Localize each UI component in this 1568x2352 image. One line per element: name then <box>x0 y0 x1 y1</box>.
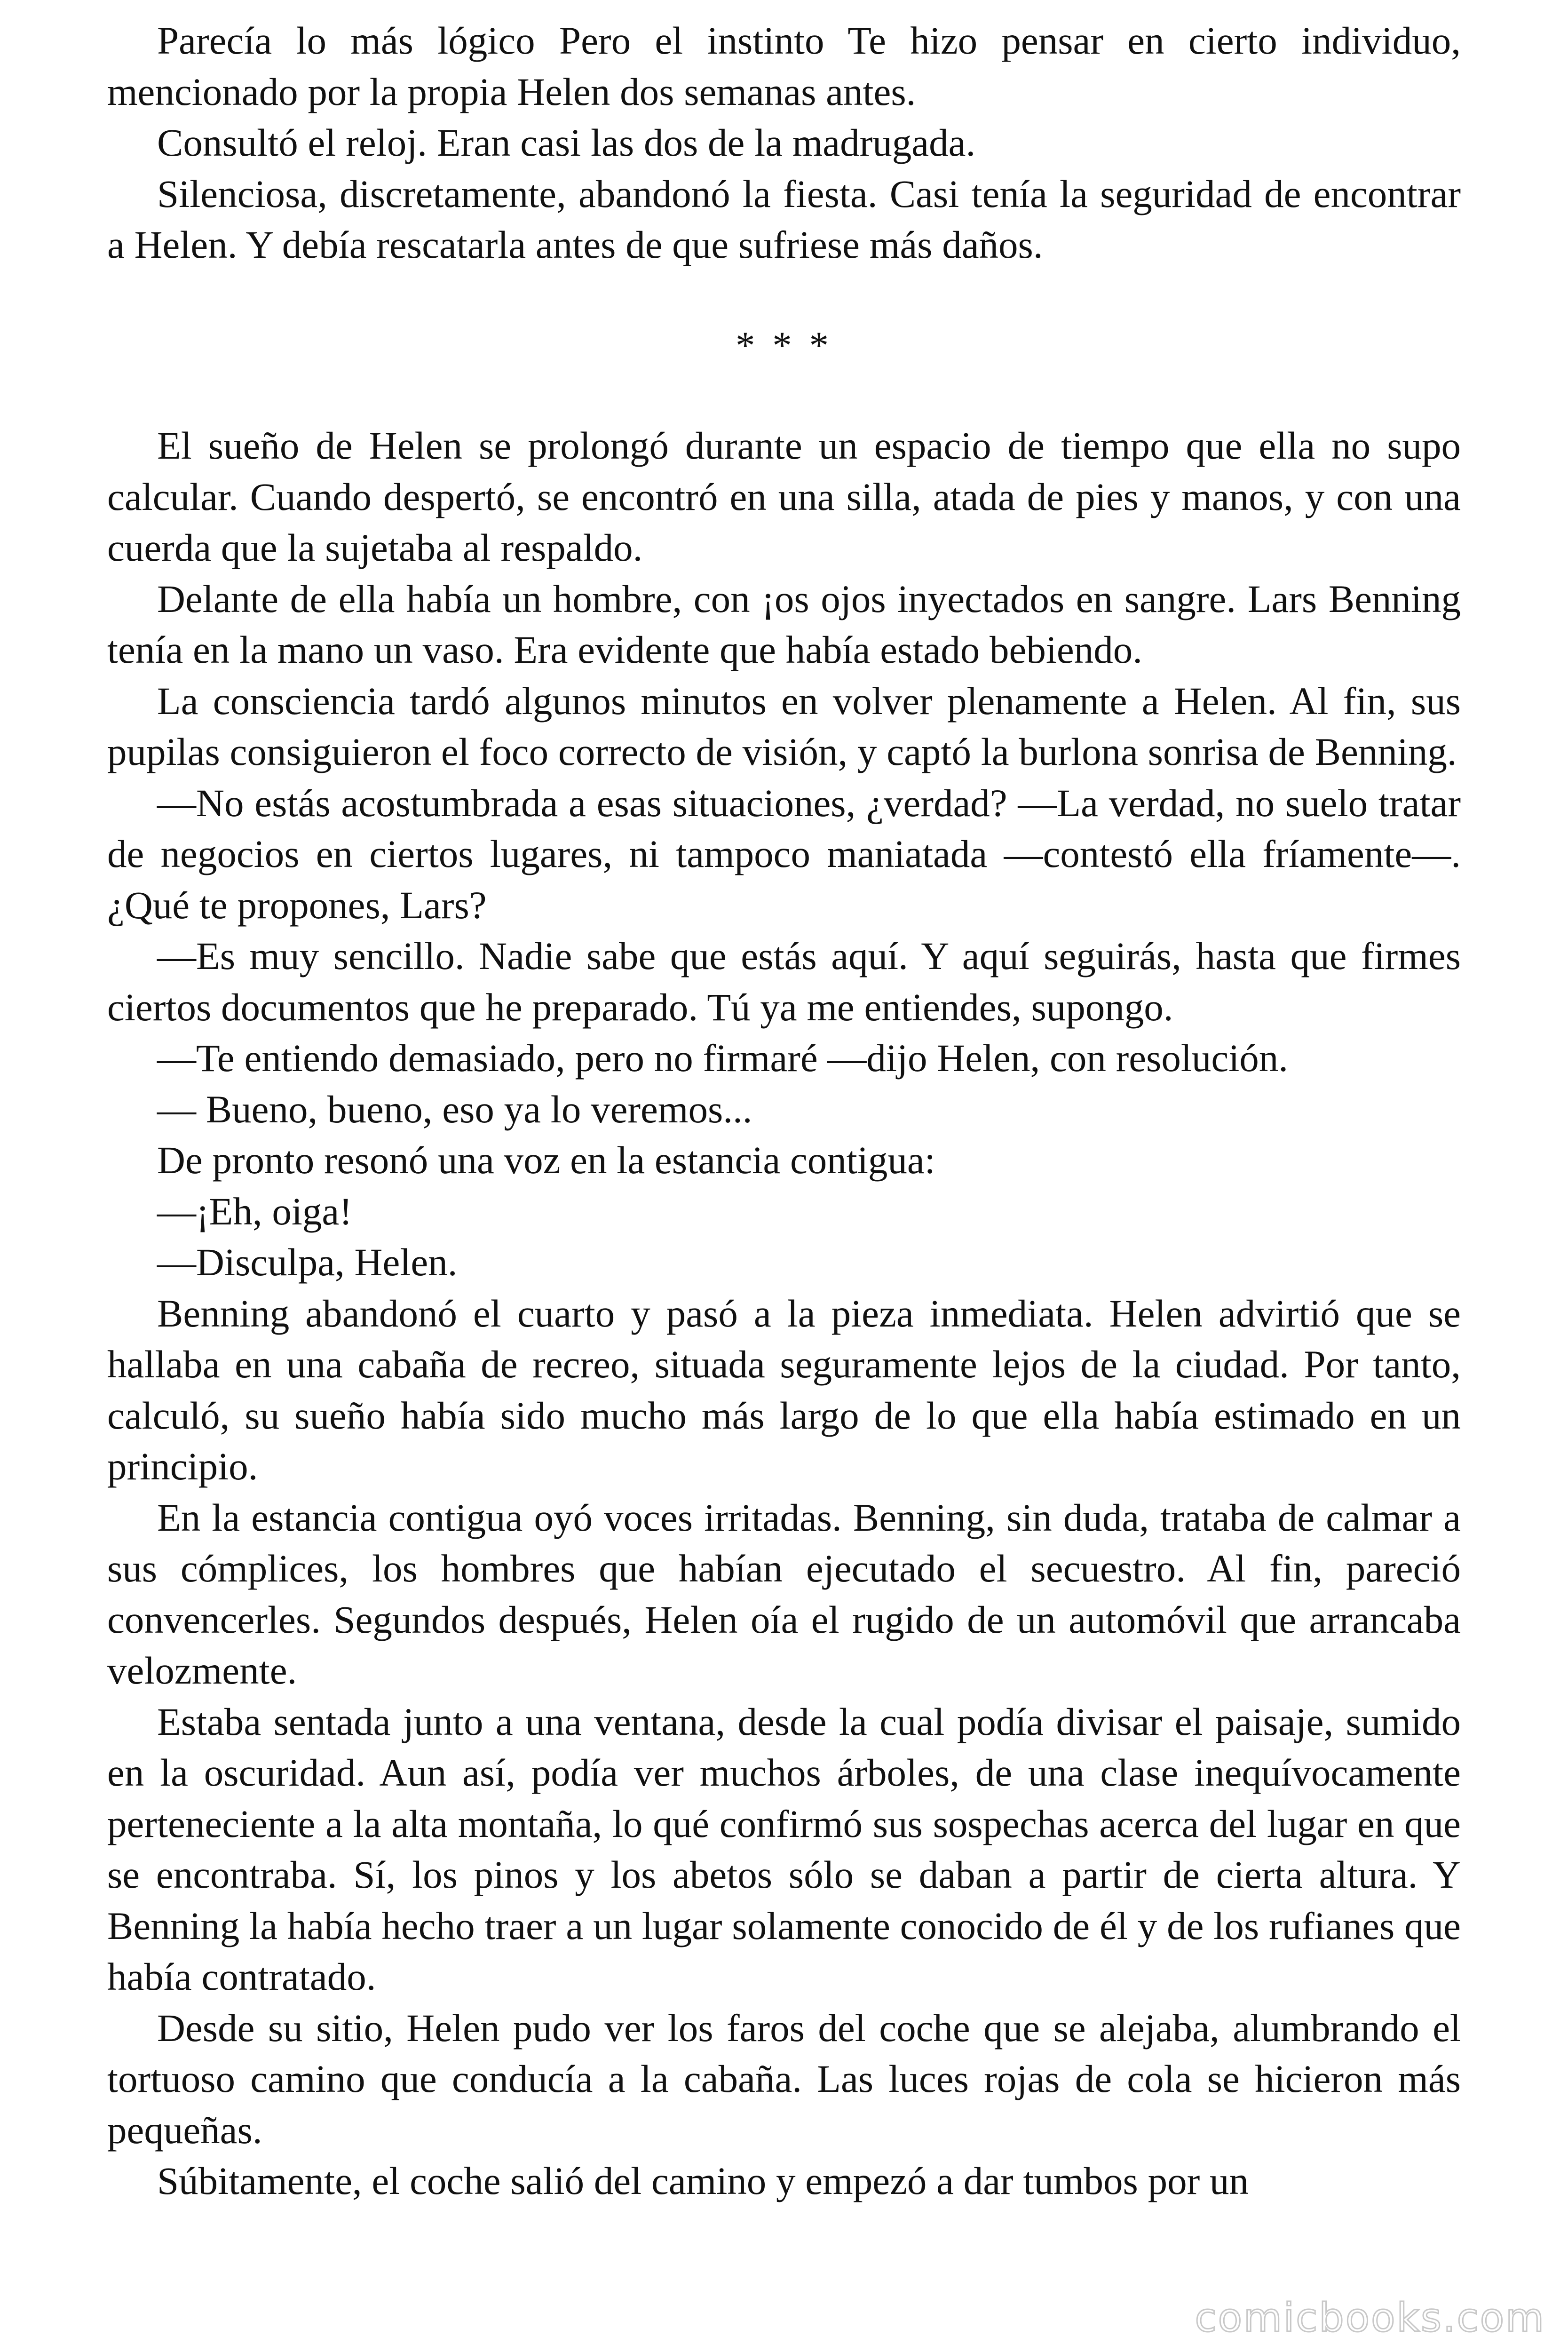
dialogue-line: —No estás acostumbrada a esas situaciones, ¿verdad? —La verdad, no suelo tratar de negocios en ciertos lugares, ni tampoco maniatada —contestó ella fríamente—. ¿Qué te propones, Lars? <box>107 781 1461 927</box>
paragraph: Silenciosa, discretamente, abandonó la fiesta. Casi tenía la seguridad de encontrar a Helen. Y debía rescatarla antes de que sufriese más daños. <box>107 172 1461 266</box>
dialogue-line: — Bueno, bueno, eso ya lo veremos... <box>157 1087 752 1131</box>
paragraph: Consultó el reloj. Eran casi las dos de la madrugada. <box>157 121 976 164</box>
paragraph: En la estancia contigua oyó voces irritadas. Benning, sin duda, trataba de calmar a sus cómplices, los hombres que habían ejecutado el secuestro. Al fin, pareció convencerles. Segundos después, Helen oía el rugido de un automóvil que arrancaba velozmente. <box>107 1495 1461 1692</box>
paragraph: Delante de ella había un hombre, con ¡os ojos inyectados en sangre. Lars Benning tenía en la mano un vaso. Era evidente que había estado bebiendo. <box>107 577 1461 671</box>
dialogue-line: —Es muy sencillo. Nadie sabe que estás aquí. Y aquí seguirás, hasta que firmes ciertos documentos que he preparado. Tú ya me entiendes, supongo. <box>107 934 1461 1029</box>
paragraph: El sueño de Helen se prolongó durante un espacio de tiempo que ella no supo calcular. Cuando despertó, se encontró en una silla, atada de pies y manos, y con una cuerda que la sujetaba al respaldo. <box>107 424 1461 569</box>
watermark: comicbooks.com <box>1195 2295 1545 2341</box>
dialogue-line: —¡Eh, oiga! <box>157 1189 352 1233</box>
paragraph: Desde su sitio, Helen pudo ver los faros del coche que se alejaba, alumbrando el tortuoso camino que conducía a la cabaña. Las luces rojas de cola se hicieron más pequeñas. <box>107 2006 1461 2152</box>
section-separator: * * * <box>736 324 832 367</box>
dialogue-line: —Disculpa, Helen. <box>157 1240 458 1284</box>
paragraph: De pronto resonó una voz en la estancia contigua: <box>157 1138 935 1182</box>
paragraph: Benning abandonó el cuarto y pasó a la pieza inmediata. Helen advirtió que se hallaba en una cabaña de recreo, situada seguramente lejos de la ciudad. Por tanto, calculó, su sueño había sido mucho más largo de lo que ella había estimado en un principio. <box>107 1291 1461 1488</box>
dialogue-line: —Te entiendo demasiado, pero no firmaré —dijo Helen, con resolución. <box>157 1036 1289 1080</box>
paragraph: Parecía lo más lógico Pero el instinto Te hizo pensar en cierto individuo, mencionado por la propia Helen dos semanas antes. <box>107 19 1461 113</box>
paragraph: Súbitamente, el coche salió del camino y empezó a dar tumbos por un <box>157 2159 1249 2202</box>
paragraph: La consciencia tardó algunos minutos en volver plenamente a Helen. Al fin, sus pupilas consiguieron el foco correcto de visión, y captó la burlona sonrisa de Benning. <box>107 679 1461 773</box>
section-two <box>107 420 1461 2207</box>
paragraph: Estaba sentada junto a una ventana, desde la cual podía divisar el paisaje, sumido en la oscuridad. Aun así, podía ver muchos árboles, de una clase inequívocamente perteneciente a la alta montaña, lo qué confirmó sus sospechas acerca del lugar en que se encontraba. Sí, los pinos y los abetos sólo se daban a partir de cierta altura. Y Benning la había hecho traer a un lugar solamente conocido de él y de los rufianes que había contratado. <box>107 1700 1461 1998</box>
section-one <box>107 15 1461 270</box>
